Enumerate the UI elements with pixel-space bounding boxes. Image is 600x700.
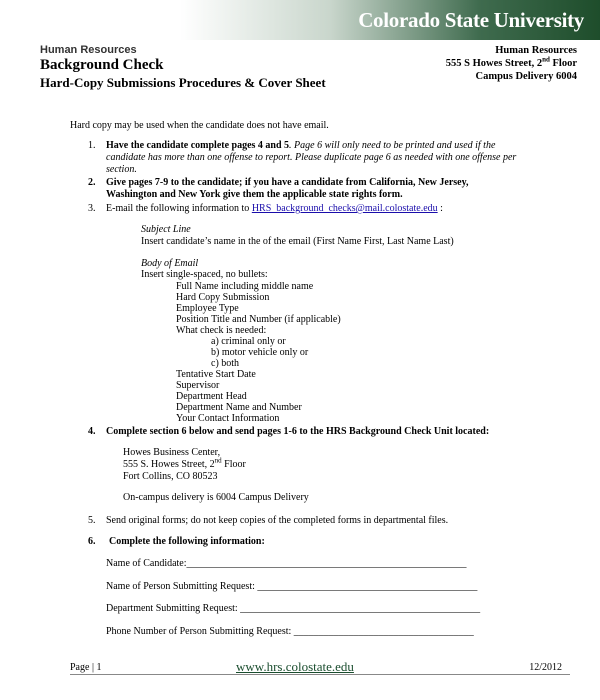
- email-field-item: Hard Copy Submission: [176, 292, 270, 303]
- document-title: Background Check: [40, 57, 164, 73]
- revision-date: 12/2012: [529, 662, 562, 673]
- office-delivery: Campus Delivery 6004: [475, 71, 577, 82]
- email-field-item: Your Contact Information: [176, 413, 280, 424]
- step-3-number: 3.: [88, 203, 96, 214]
- email-link[interactable]: HRS_background_checks@mail.colostate.edu: [251, 203, 438, 214]
- step-4-number: 4.: [88, 426, 96, 437]
- email-field-item: Position Title and Number (if applicable): [176, 314, 341, 325]
- email-field-item: Department Head: [176, 391, 247, 402]
- hrs-address-line-1: Howes Business Center,: [123, 447, 221, 458]
- email-field-item: Full Name including middle name: [176, 281, 314, 292]
- step-5-text: Send original forms; do not keep copies of the completed forms in departmental files.: [106, 515, 449, 526]
- body-email-text: Insert single-spaced, no bullets:: [141, 269, 268, 280]
- office-name: Human Resources: [495, 45, 577, 56]
- check-option: c) both: [211, 358, 240, 369]
- step-1-number: 1.: [88, 140, 96, 151]
- step-4-text: Complete section 6 below and send pages 1-6 to the HRS Background Check Unit located:: [106, 426, 490, 437]
- subject-line-heading: Subject Line: [141, 224, 191, 235]
- email-field-item: Supervisor: [176, 380, 220, 391]
- document-subtitle: Hard-Copy Submissions Procedures & Cover Sheet: [40, 75, 326, 90]
- step-1-line-2: candidate has more than one offense to report. Please duplicate page 6 as needed with one offense per: [106, 152, 517, 163]
- document-heading: [40, 44, 326, 91]
- subject-line-text: Insert candidate’s name in the of the email (First Name First, Last Name Last): [141, 236, 454, 247]
- email-field-item: Employee Type: [176, 303, 239, 314]
- step-5-number: 5.: [88, 515, 96, 526]
- email-field-item: Tentative Start Date: [176, 369, 256, 380]
- step-2-line-2: Washington and New York give them the applicable state rights form.: [106, 189, 403, 200]
- office-street: 555 S Howes Street, 2nd Floor: [445, 55, 577, 69]
- submitter-name-field[interactable]: Name of Person Submitting Request: ____________________________________________: [106, 581, 478, 592]
- step-2-number: 2.: [88, 177, 96, 188]
- campus-delivery-note: On-campus delivery is 6004 Campus Delivery: [123, 492, 309, 503]
- step-6-text: Complete the following information:: [109, 536, 265, 547]
- candidate-name-field[interactable]: Name of Candidate:________________________________________________________: [106, 558, 467, 569]
- check-option: b) motor vehicle only or: [211, 347, 309, 358]
- hrs-address-line-3: Fort Collins, CO 80523: [123, 471, 218, 482]
- hrs-address-line-2: 555 S. Howes Street, 2nd Floor: [123, 456, 246, 470]
- body-email-heading: Body of Email: [141, 258, 199, 269]
- intro-text: Hard copy may be used when the candidate does not have email.: [70, 120, 329, 131]
- email-field-item: What check is needed:: [176, 325, 267, 336]
- university-logo: Colorado State University: [358, 8, 584, 32]
- page-number: Page | 1: [70, 662, 102, 673]
- step-1-line-3: section.: [106, 164, 137, 175]
- email-field-item: Department Name and Number: [176, 402, 302, 413]
- check-option: a) criminal only or: [211, 336, 286, 347]
- website-link[interactable]: www.hrs.colostate.edu: [236, 659, 354, 674]
- step-3-text: E-mail the following information to HRS_background_checks@mail.colostate.edu :: [106, 203, 443, 214]
- header-banner: [0, 0, 600, 40]
- office-address: [446, 44, 577, 83]
- department-label: Human Resources: [40, 44, 137, 56]
- step-6-number: 6.: [88, 536, 96, 547]
- step-1-line-1: Have the candidate complete pages 4 and 5. Page 6 will only need to be printed and used if the: [106, 140, 496, 151]
- phone-number-field[interactable]: Phone Number of Person Submitting Request: ____________________________________: [106, 626, 474, 637]
- department-field[interactable]: Department Submitting Request: ________________________________________________: [106, 603, 481, 614]
- step-2-line-1: Give pages 7-9 to the candidate; if you have a candidate from California, New Jersey,: [106, 177, 469, 188]
